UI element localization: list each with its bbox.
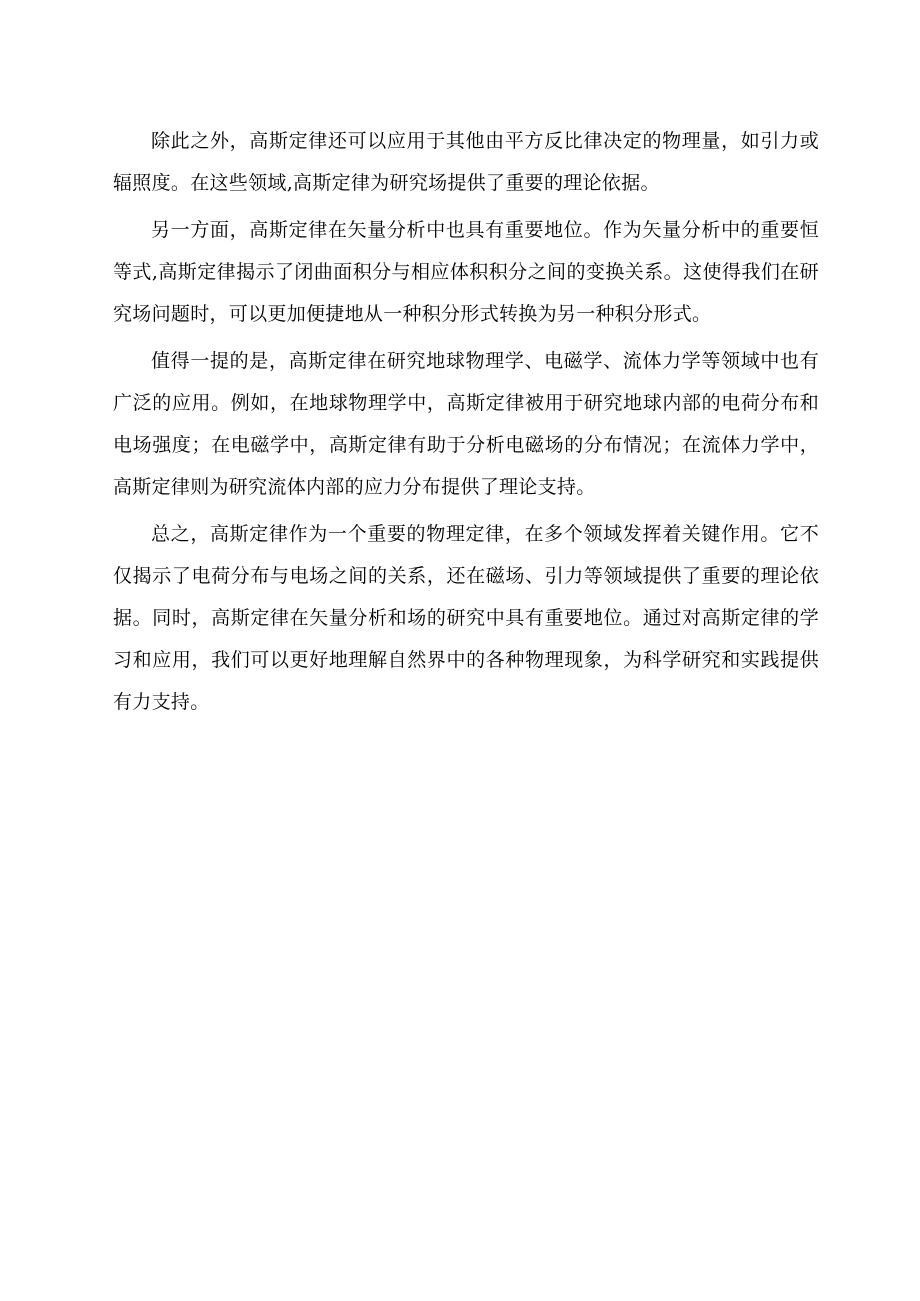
paragraph-3: 值得一提的是，高斯定律在研究地球物理学、电磁学、流体力学等领域中也有广泛的应用。例如，在地球物理学中，高斯定律被用于研究地球内部的电荷分布和电场强度；在电磁学中，高斯定律有助于分析电磁场的分布情况；在流体力学中，高斯定律则为研究流体内部的应力分布提供了理论支持。: [113, 350, 819, 498]
document-body: [113, 120, 819, 728]
paragraph-1: 除此之外，高斯定律还可以应用于其他由平方反比律决定的物理量，如引力或辐照度。在这些领域,高斯定律为研究场提供了重要的理论依据。: [113, 130, 819, 194]
paragraph-2: 另一方面，高斯定律在矢量分析中也具有重要地位。作为矢量分析中的重要恒等式,高斯定律揭示了闭曲面积分与相应体积积分之间的变换关系。这使得我们在研究场问题时，可以更加便捷地从一种积分形式转换为另一种积分形式。: [113, 219, 819, 325]
paragraph-4: 总之，高斯定律作为一个重要的物理定律，在多个领域发挥着关键作用。它不仅揭示了电荷分布与电场之间的关系，还在磁场、引力等领域提供了重要的理论依据。同时，高斯定律在矢量分析和场的研究中具有重要地位。通过对高斯定律的学习和应用，我们可以更好地理解自然界中的各种物理现象，为科学研究和实践提供有力支持。: [113, 523, 819, 713]
